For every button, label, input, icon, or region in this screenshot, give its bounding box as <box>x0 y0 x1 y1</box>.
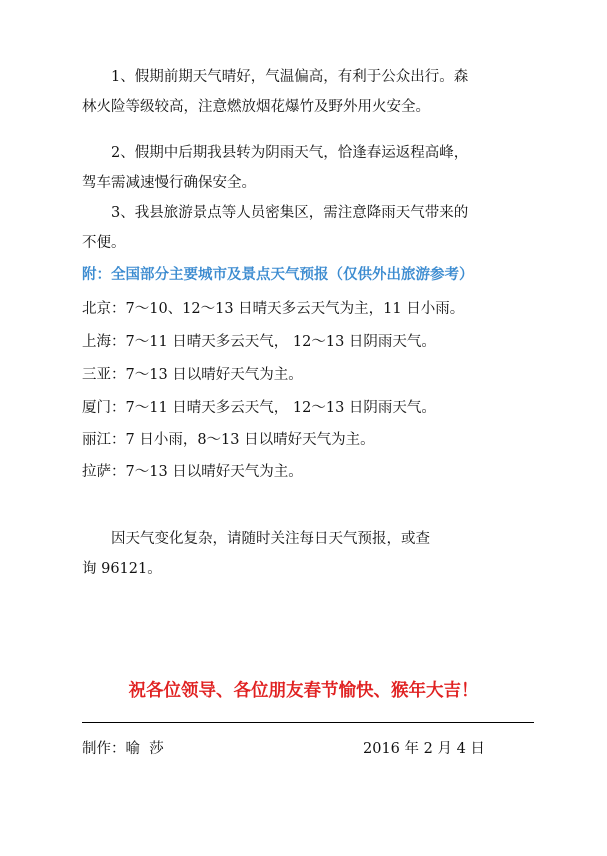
tip-1 <box>82 62 528 122</box>
city-forecast-lhasa: 拉萨：7～13 日以晴好天气为主。 <box>82 464 303 480</box>
city-forecast-sanya: 三亚：7～13 日以晴好天气为主。 <box>82 367 303 383</box>
tip-2-line2: 驾车需减速慢行确保安全。 <box>82 175 256 191</box>
tip-1-line1: 1、假期前期天气晴好，气温偏高，有利于公众出行。森 <box>111 69 469 85</box>
tip-3-line1: 3、我县旅游景点等人员密集区，需注意降雨天气带来的 <box>111 205 469 221</box>
city-forecast-lijiang: 丽江：7 日小雨，8～13 日以晴好天气为主。 <box>82 432 375 448</box>
tip-2 <box>82 138 528 198</box>
tip-3 <box>82 198 528 258</box>
publish-date: 2016 年 2 月 4 日 <box>363 741 485 757</box>
city-forecast-xiamen: 厦门：7～11 日晴天多云天气， 12～13 日阴雨天气。 <box>82 400 436 416</box>
notice-line1: 因天气变化复杂，请随时关注每日天气预报，或查 <box>111 531 430 547</box>
city-forecast-beijing: 北京：7～10、12～13 日晴天多云天气为主，11 日小雨。 <box>82 301 465 317</box>
tip-1-line2: 林火险等级较高，注意燃放烟花爆竹及野外用火安全。 <box>82 99 430 115</box>
festival-greeting: 祝各位领导、各位朋友春节愉快、猴年大吉！ <box>128 681 479 701</box>
notice-paragraph <box>82 524 528 584</box>
author-credit: 制作：喻 莎 <box>82 741 164 757</box>
tip-2-line1: 2、假期中后期我县转为阴雨天气，恰逢春运返程高峰， <box>111 145 469 161</box>
footer-divider <box>82 722 534 723</box>
appendix-title: 附：全国部分主要城市及景点天气预报（仅供外出旅游参考） <box>82 266 474 283</box>
tip-3-line2: 不便。 <box>82 235 126 251</box>
notice-line2: 询 96121。 <box>82 561 162 577</box>
city-forecast-shanghai: 上海：7～11 日晴天多云天气， 12～13 日阴雨天气。 <box>82 334 436 350</box>
